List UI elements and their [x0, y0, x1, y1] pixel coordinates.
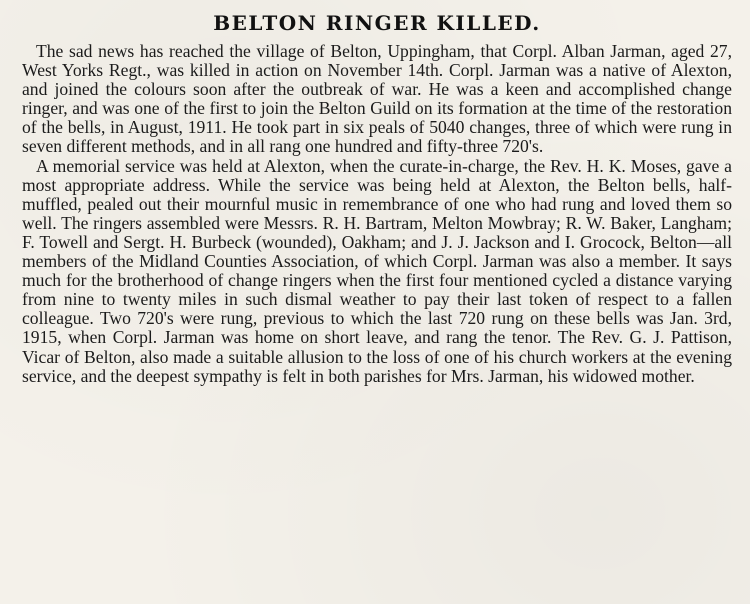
article-paragraph-2: A memorial service was held at Alexton, when the curate-in-charge, the Rev. H. K. Moses, gave a most appropriate address. While the service was being held at Alexton, the Belton bells, half-muffled, pealed out their mournful music in remembrance of one who had rung and loved them so well. The ringers assembled were Messrs. R. H. Bartram, Melton Mowbray; R. W. Baker, Langham; F. Towell and Sergt. H. Burbeck (wounded), Oakham; and J. J. Jackson and I. Grocock, Belton—all members of the Midland Counties Association, of which Corpl. Jarman was also a member. It says much for the brotherhood of change ringers when the first four mentioned cycled a distance varying from nine to twenty miles in such dismal weather to pay their last token of respect to a fallen colleague. Two 720's were rung, previous to which the last 720 rung on these bells was Jan. 3rd, 1915, when Corpl. Jarman was home on short leave, and rang the tenor. The Rev. G. J. Pattison, Vicar of Belton, also made a suitable allusion to the loss of one of his church workers at the evening service, and the deepest sympathy is felt in both parishes for Mrs. Jarman, his widowed mother. — [22, 155, 732, 386]
article-paragraph-1: The sad news has reached the village of Belton, Uppingham, that Corpl. Alban Jarman, aged 27, West Yorks Regt., was killed in action on November 14th. Corpl. Jarman was a native of Alexton, and joined the colours soon after the outbreak of war. He was a keen and accomplished change ringer, and was one of the first to join the Belton Guild on its formation at the time of the restoration of the bells, in August, 1911. He took part in six peals of 5040 changes, three of which were rung in seven different methods, and in all rang one hundred and fifty-three 720's. — [22, 41, 732, 157]
article-headline: BELTON RINGER KILLED. — [213, 11, 541, 35]
